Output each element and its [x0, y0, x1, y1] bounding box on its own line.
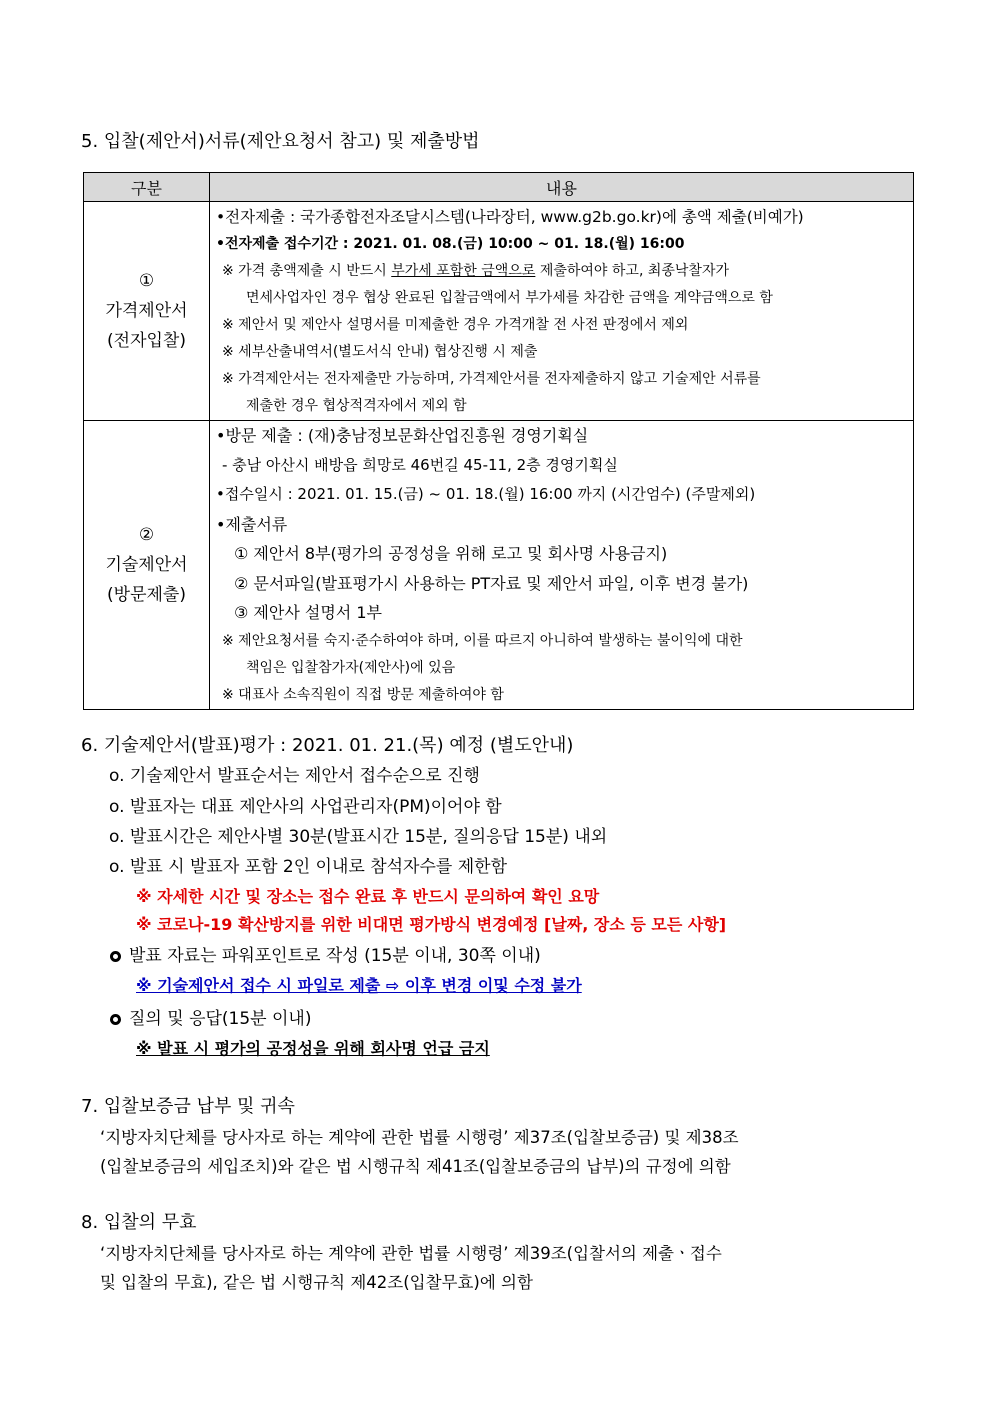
tech-line-4: •제출서류: [216, 514, 288, 534]
s6-item-qa: 질의 및 응답(15분 이내): [110, 1004, 311, 1029]
tech-line-10: ※ 대표사 소속직원이 직접 방문 제출하여야 함: [222, 686, 504, 703]
s6-bullet-3: o. 발표시간은 제안사별 30분(발표시간 15분, 질의응답 15분) 내외: [109, 827, 608, 847]
s6-item-presentation: 발표 자료는 파워포인트로 작성 (15분 이내, 30쪽 이내): [110, 941, 541, 966]
price-line-5: ※ 제안서 및 제안사 설명서를 미제출한 경우 가격개찰 전 사전 판정에서 제외: [222, 317, 689, 333]
s6-bullet-4: o. 발표 시 발표자 포함 2인 이내로 참석자수를 제한함: [109, 857, 507, 877]
s6-red-note-1: ※ 자세한 시간 및 장소는 접수 완료 후 반드시 문의하여 확인 요망: [136, 887, 600, 906]
tech-line-9: 책임은 입찰참가자(제안사)에 있음: [246, 659, 456, 676]
circle-bullet-icon: [110, 1014, 121, 1025]
row-price-label: ① 가격제안서 (전자입찰): [84, 202, 210, 421]
s6-bullet-1: o. 기술제안서 발표순서는 제안서 접수순으로 진행: [109, 766, 480, 786]
tech-line-5: ① 제안서 8부(평가의 공정성을 위해 로고 및 회사명 사용금지): [234, 544, 668, 563]
submission-table: [83, 172, 914, 710]
tech-line-2: - 충남 아산시 배방읍 희망로 46번길 45-11, 2층 경영기획실: [222, 455, 618, 474]
section-8-title: 8. 입찰의 무효: [81, 1212, 197, 1233]
s7-para-line-1: ‘지방자치단체를 당사자로 하는 계약에 관한 법률 시행령’ 제37조(입찰보증금) 및 제38조: [100, 1128, 739, 1147]
section-6-title: 6. 기술제안서(발표)평가 : 2021. 01. 21.(목) 예정 (별도안내): [81, 735, 574, 756]
s6-bullet-2: o. 발표자는 대표 제안사의 사업관리자(PM)이어야 함: [109, 797, 502, 817]
tech-line-6: ② 문서파일(발표평가시 사용하는 PT자료 및 제안서 파일, 이후 변경 불가): [234, 573, 749, 593]
tech-line-7: ③ 제안사 설명서 1부: [234, 603, 382, 622]
col-header-content: 내용: [210, 173, 914, 202]
s8-para-line-1: ‘지방자치단체를 당사자로 하는 계약에 관한 법률 시행령’ 제39조(입찰서의 제출ㆍ접수: [100, 1244, 722, 1263]
row-tech-content: [210, 421, 914, 710]
price-line-8: 제출한 경우 협상적격자에서 제외 함: [246, 398, 467, 414]
circle-bullet-icon: [110, 951, 121, 962]
price-line-1: •전자제출 : 국가종합전자조달시스템(나라장터, www.g2b.go.kr)에 총액 제출(비예가): [216, 208, 804, 226]
price-line-3: ※ 가격 총액제출 시 반드시 부가세 포함한 금액으로 제출하여야 하고, 최종낙찰자가: [222, 263, 729, 279]
section-7-title: 7. 입찰보증금 납부 및 귀속: [81, 1096, 295, 1117]
section-5-title: 5. 입찰(제안서)서류(제안요청서 참고) 및 제출방법: [81, 131, 480, 152]
row-price-content: [210, 202, 914, 421]
col-header-category: 구분: [84, 173, 210, 202]
price-line-7: ※ 가격제안서는 전자제출만 가능하며, 가격제안서를 전자제출하지 않고 기술제안 서류를: [222, 371, 761, 387]
s6-red-note-2: ※ 코로나-19 확산방지를 위한 비대면 평가방식 변경예정 [날짜, 장소 등 모든 사항]: [136, 915, 727, 934]
price-line-4: 면세사업자인 경우 협상 완료된 입찰금액에서 부가세를 차감한 금액을 계약금액으로 함: [246, 290, 773, 306]
tech-line-3: •접수일시 : 2021. 01. 15.(금) ~ 01. 18.(월) 16:00 까지 (시간엄수) (주말제외): [216, 485, 756, 503]
s6-underline-note: ※ 발표 시 평가의 공정성을 위해 회사명 언급 금지: [136, 1039, 490, 1058]
s7-para-line-2: (입찰보증금의 세입조치)와 같은 법 시행규칙 제41조(입찰보증금의 납부)의 규정에 의함: [100, 1157, 731, 1176]
row-tech-label: ② 기술제안서 (방문제출): [84, 421, 210, 710]
tech-line-1: •방문 제출 : (재)충남정보문화산업진흥원 경영기획실: [216, 426, 589, 445]
s8-para-line-2: 및 입찰의 무효), 같은 법 시행규칙 제42조(입찰무효)에 의함: [100, 1273, 533, 1292]
price-line-6: ※ 세부산출내역서(별도서식 안내) 협상진행 시 제출: [222, 344, 538, 360]
tech-line-8: ※ 제안요청서를 숙지·준수하여야 하며, 이를 따르지 아니하여 발생하는 불이익에 대한: [222, 632, 743, 649]
s6-blue-note: ※ 기술제안서 접수 시 파일로 제출 ⇨ 이후 변경 이및 수정 불가: [136, 976, 582, 995]
price-line-2: •전자제출 접수기간 : 2021. 01. 08.(금) 10:00 ~ 01. 18.(월) 16:00: [216, 236, 685, 252]
